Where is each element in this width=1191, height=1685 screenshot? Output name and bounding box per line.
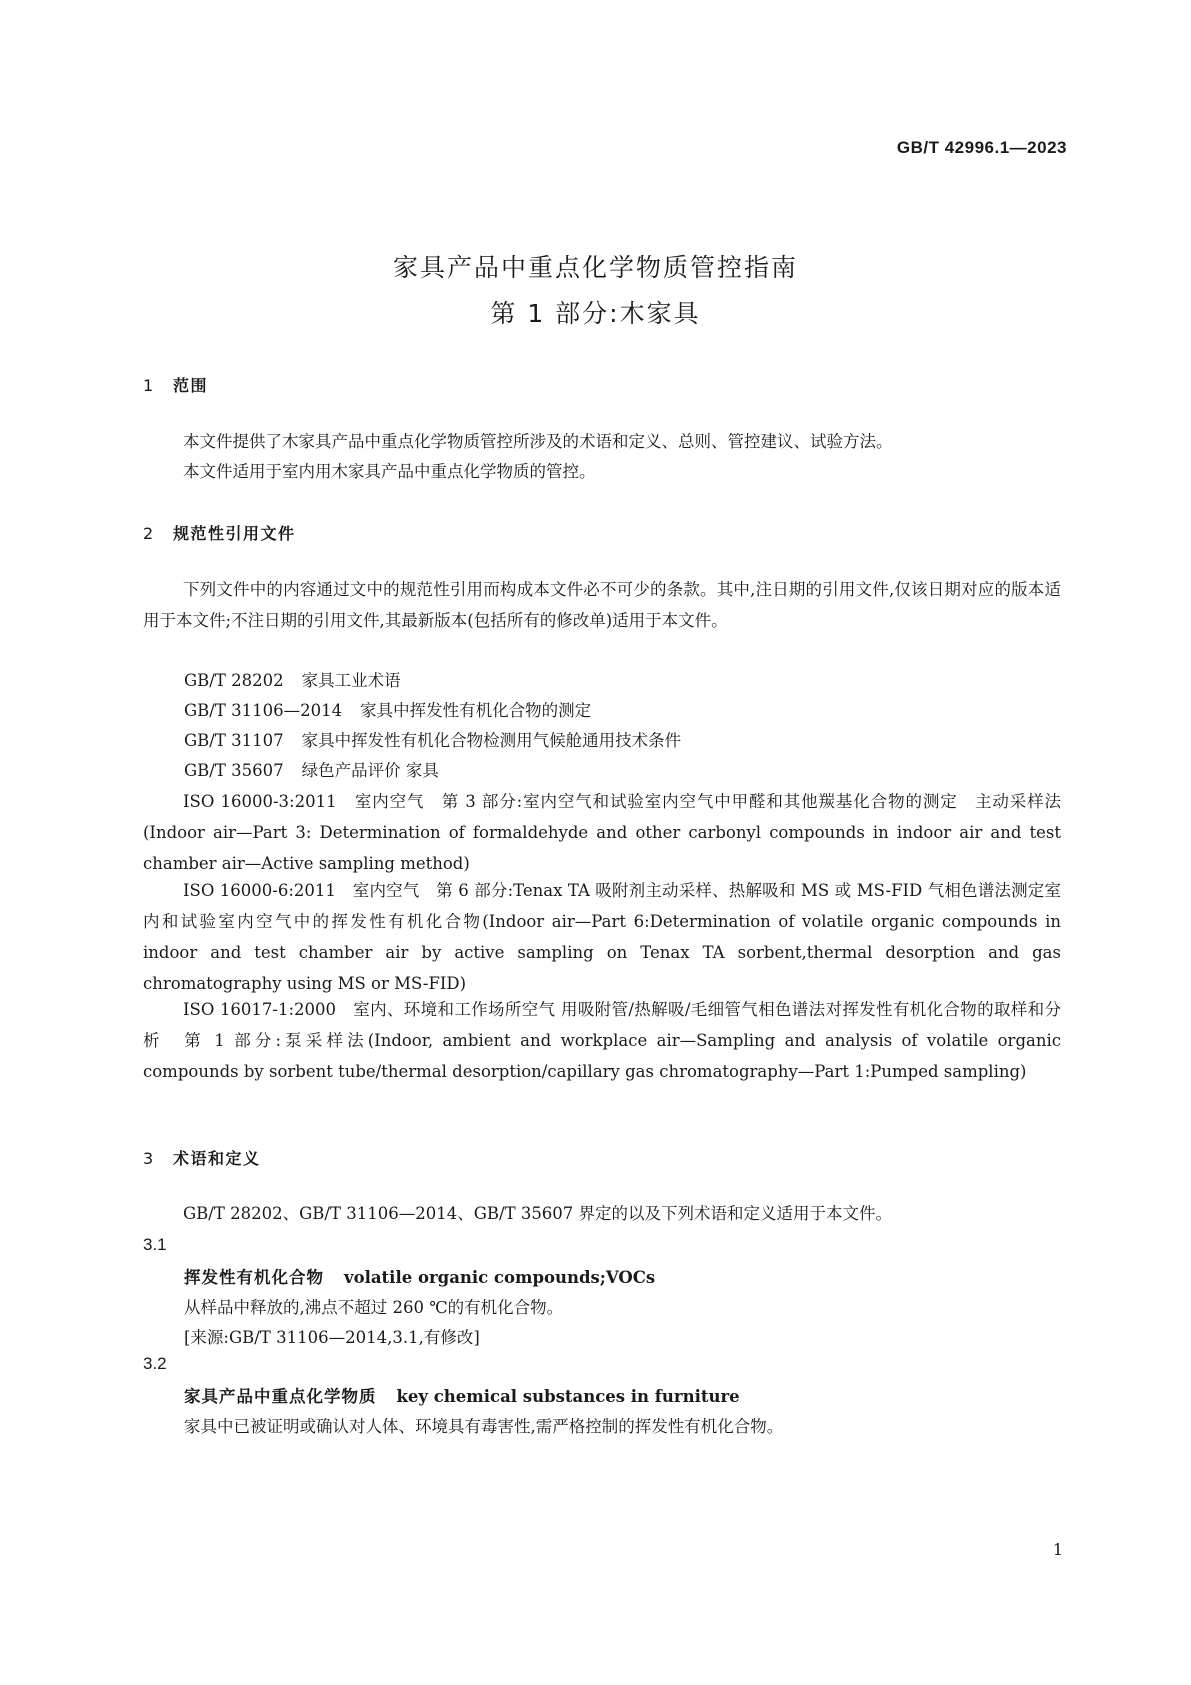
reference-title: 家具工业术语 (301, 671, 401, 690)
reference-title: 绿色产品评价 家具 (301, 761, 439, 780)
reference-code: GB/T 31107 (184, 731, 284, 750)
term-entry (184, 1264, 655, 1288)
paragraph: 本文件提供了木家具产品中重点化学物质管控所涉及的术语和定义、总则、管控建议、试验方法。 (183, 432, 893, 451)
section-title: 术语和定义 (173, 1149, 261, 1168)
paragraph: 下列文件中的内容通过文中的规范性引用而构成本文件必不可少的条款。其中,注日期的引用文件,仅该日期对应的版本适用于本文件;不注日期的引用文件,其最新版本(包括所有的修改单)适用于本文件。 (143, 580, 1061, 630)
section-3-heading (143, 1146, 261, 1169)
term-zh: 家具产品中重点化学物质 (184, 1387, 377, 1406)
reference-item (184, 667, 401, 691)
section-title: 范围 (173, 376, 209, 395)
term-source: [来源:GB/T 31106—2014,3.1,有修改] (184, 1328, 480, 1347)
reference-item (184, 697, 591, 721)
iso-reference: ISO 16000-6:2011 室内空气 第 6 部分:Tenax TA 吸附剂主动采样、热解吸和 MS 或 MS-FID 气相色谱法测定室内和试验室内空气中的挥发性有机化合物(Indoor air—Part 6:Determination of volatile organic compounds in indoor and test chamber air by active sampling on Tenax TA sorbent,thermal desorption and gas chromatography using MS or MS-FID) (143, 881, 1061, 993)
term-zh: 挥发性有机化合物 (184, 1268, 324, 1287)
reference-code: GB/T 35607 (184, 761, 284, 780)
document-subtitle: 第 1 部分:木家具 (490, 299, 701, 328)
page-number: 1 (1052, 1540, 1063, 1559)
document-number: GB/T 42996.1—2023 (896, 138, 1067, 157)
reference-title: 家具中挥发性有机化合物的测定 (360, 701, 592, 720)
reference-code: GB/T 28202 (184, 671, 284, 690)
section-number: 2 (143, 524, 155, 543)
term-entry (184, 1383, 740, 1407)
section-1-heading (143, 373, 208, 396)
reference-item (184, 727, 681, 751)
section-number: 3 (143, 1149, 155, 1168)
reference-item (184, 757, 439, 781)
iso-reference: ISO 16017-1:2000 室内、环境和工作场所空气 用吸附管/热解吸/毛细管气相色谱法对挥发性有机化合物的取样和分析 第 1 部分:泵采样法(Indoor, ambient and workplace air—Sampling and analysis of volatile organic compounds by sorbent tube/thermal desorption/capillary gas chromatography—Part 1:Pumped sampling) (143, 1000, 1061, 1081)
section-title: 规范性引用文件 (173, 524, 296, 543)
term-number: 3.1 (143, 1235, 167, 1254)
section-2-heading (143, 521, 296, 544)
paragraph: GB/T 28202、GB/T 31106—2014、GB/T 35607 界定的以及下列术语和定义适用于本文件。 (183, 1204, 893, 1223)
reference-title: 家具中挥发性有机化合物检测用气候舱通用技术条件 (301, 731, 682, 750)
reference-code: GB/T 31106—2014 (184, 701, 343, 720)
iso-reference: ISO 16000-3:2011 室内空气 第 3 部分:室内空气和试验室内空气中甲醛和其他羰基化合物的测定 主动采样法(Indoor air—Part 3: Determination of formaldehyde and other carbonyl compounds in indoor air and test chamber air—Active sampling method) (143, 792, 1061, 873)
term-number: 3.2 (143, 1354, 167, 1373)
paragraph: 本文件适用于室内用木家具产品中重点化学物质的管控。 (183, 462, 596, 481)
document-title: 家具产品中重点化学物质管控指南 (392, 253, 798, 282)
term-definition: 从样品中释放的,沸点不超过 260 ℃的有机化合物。 (184, 1298, 564, 1317)
term-en: key chemical substances in furniture (396, 1387, 740, 1406)
term-definition: 家具中已被证明或确认对人体、环境具有毒害性,需严格控制的挥发性有机化合物。 (184, 1417, 784, 1436)
term-en: volatile organic compounds;VOCs (344, 1268, 656, 1287)
section-number: 1 (143, 376, 155, 395)
